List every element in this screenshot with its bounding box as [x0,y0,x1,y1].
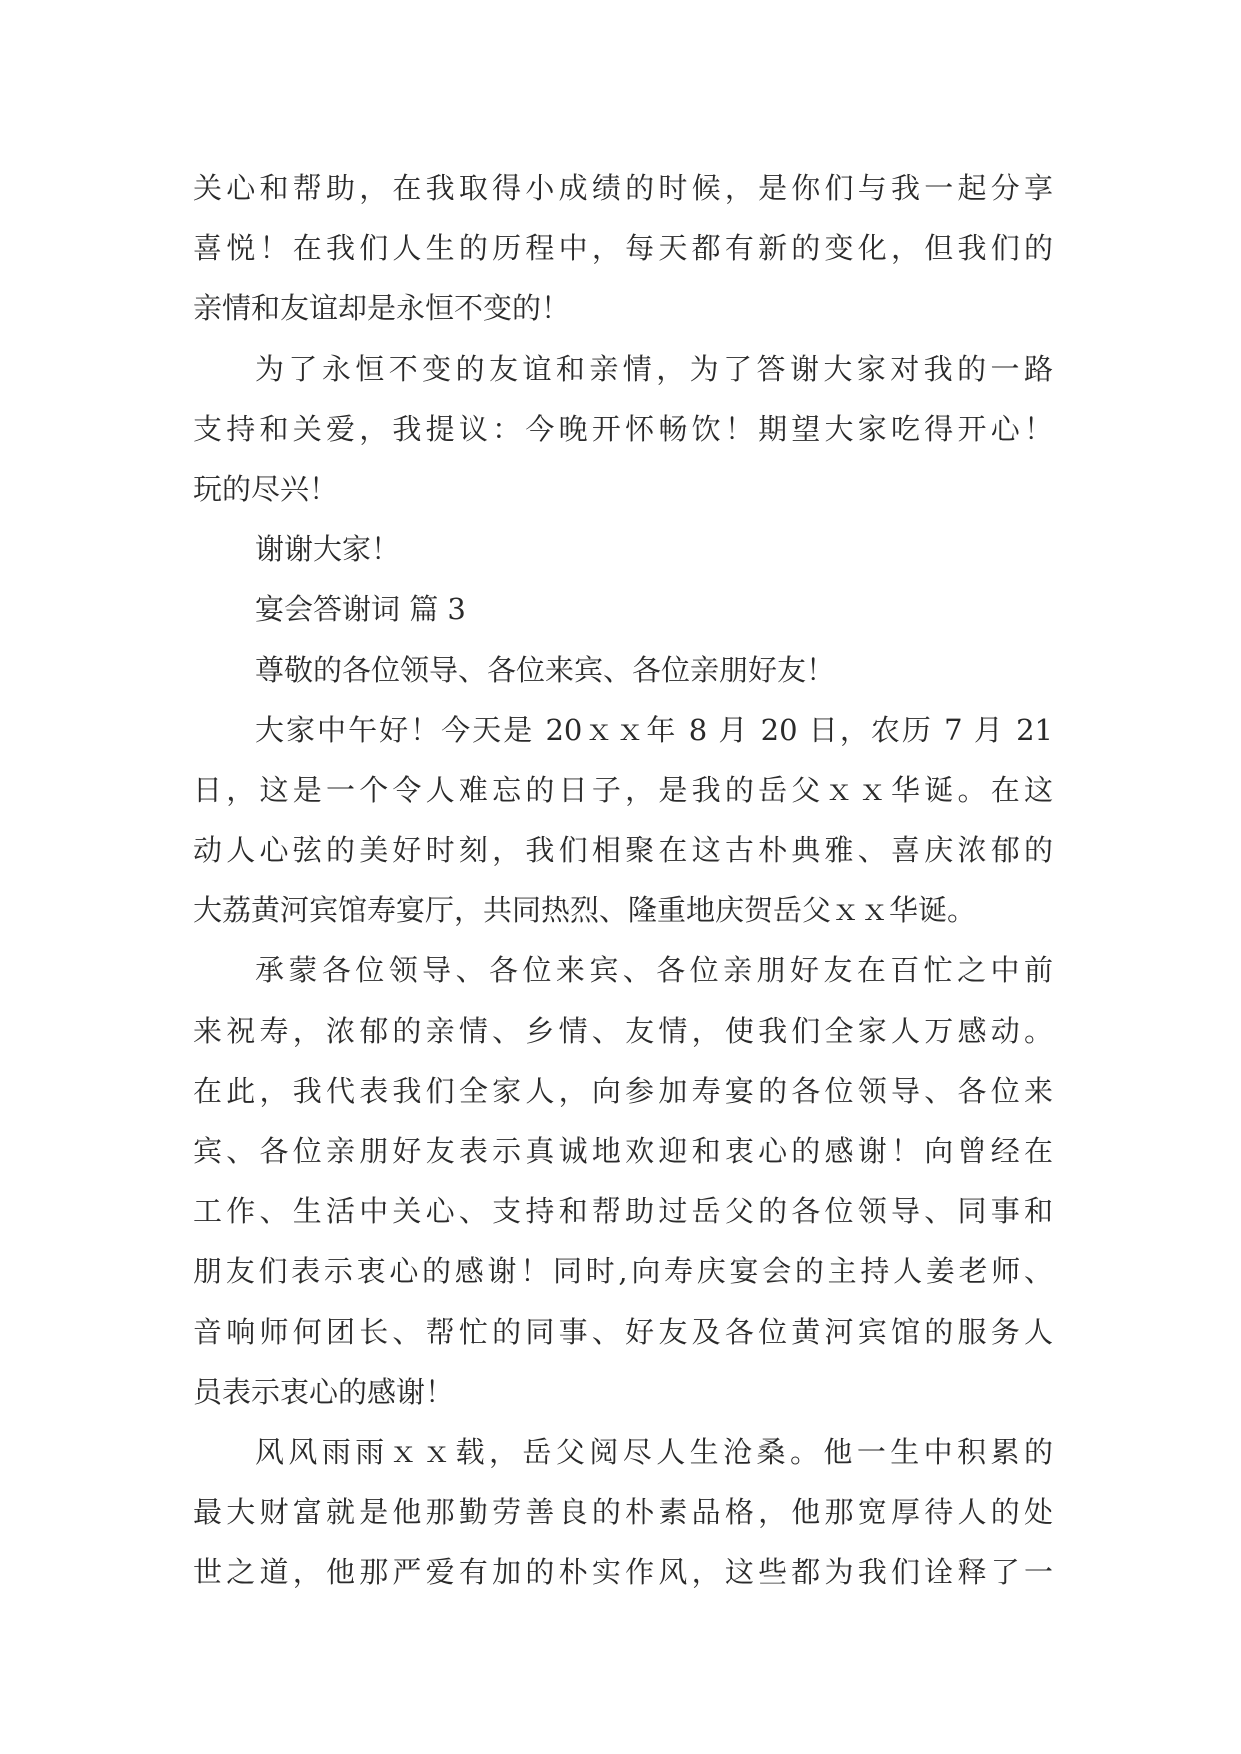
text-line: 风风雨雨ｘｘ载，岳父阅尽人生沧桑。他一生中积累的 [255,1434,1053,1469]
text-line: 在此，我代表我们全家人，向参加寿宴的各位领导、各位来 [193,1073,1053,1108]
text-line: 亲情和友谊却是永恒不变的！ [193,291,571,326]
text-line: 朋友们表示衷心的感谢！同时,向寿庆宴会的主持人姜老师、 [193,1254,1053,1289]
text-line: 大家中午好！今天是 20ｘｘ年 8 月 20 日，农历 7 月 21 [255,712,1053,747]
text-line: 支持和关爱，我提议：今晚开怀畅饮！期望大家吃得开心！ [193,411,1053,446]
text-line: 尊敬的各位领导、各位来宾、各位亲朋好友！ [255,652,836,687]
text-line: 最大财富就是他那勤劳善良的朴素品格，他那宽厚待人的处 [193,1495,1053,1530]
text-line: 世之道，他那严爱有加的朴实作风，这些都为我们诠释了一 [193,1555,1053,1590]
text-line: 工作、生活中关心、支持和帮助过岳父的各位领导、同事和 [193,1194,1053,1229]
text-line: 喜悦！在我们人生的历程中，每天都有新的变化，但我们的 [193,231,1053,266]
text-line: 日，这是一个令人难忘的日子，是我的岳父ｘｘ华诞。在这 [193,772,1053,807]
text-line: 宾、各位亲朋好友表示真诚地欢迎和衷心的感谢！向曾经在 [193,1134,1053,1168]
text-line: 为了永恒不变的友谊和亲情，为了答谢大家对我的一路 [255,351,1053,386]
text-line: 宴会答谢词 篇 3 [255,592,466,627]
text-line: 承蒙各位领导、各位来宾、各位亲朋好友在百忙之中前 [255,953,1053,988]
text-line: 音响师何团长、帮忙的同事、好友及各位黄河宾馆的服务人 [193,1314,1053,1349]
text-line: 来祝寿，浓郁的亲情、乡情、友情，使我们全家人万感动。 [193,1013,1053,1048]
text-line: 大荔黄河宾馆寿宴厅，共同热烈、隆重地庆贺岳父ｘｘ华诞。 [193,893,977,928]
text-line: 关心和帮助，在我取得小成绩的时候，是你们与我一起分享 [193,171,1053,205]
text-line: 员表示衷心的感谢！ [193,1374,455,1409]
text-line: 谢谢大家！ [255,532,401,567]
text-line: 玩的尽兴！ [193,471,339,506]
document-body [193,158,1053,1603]
text-line: 动人心弦的美好时刻，我们相聚在这古朴典雅、喜庆浓郁的 [193,833,1053,868]
